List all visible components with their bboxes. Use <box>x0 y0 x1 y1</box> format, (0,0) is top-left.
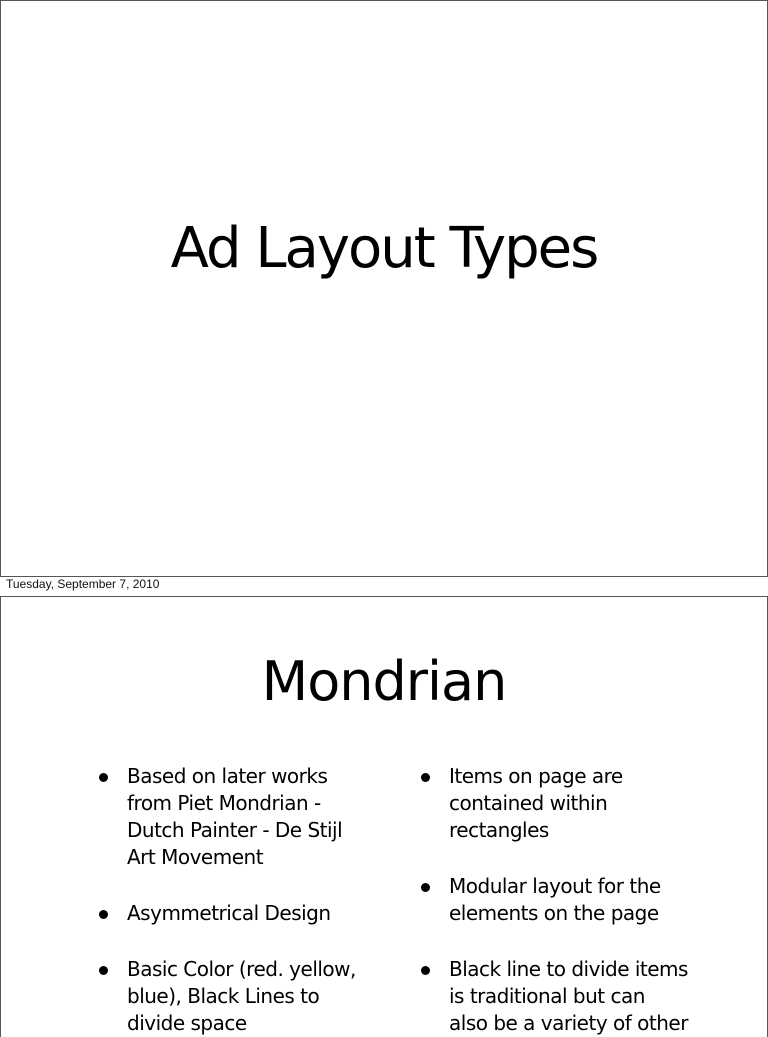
bullet-item <box>419 873 689 927</box>
bullet-item <box>97 956 357 1037</box>
slide-title: Ad Layout Types <box>170 216 598 281</box>
bullet-dot-icon <box>421 773 430 782</box>
bullet-dot-icon <box>99 773 108 782</box>
bullet-item <box>97 900 357 927</box>
bullet-dot-icon <box>421 966 430 975</box>
bullet-list-right <box>419 763 689 1037</box>
bullet-dot-icon <box>421 883 430 892</box>
bullet-text: Based on later works from Piet Mondrian - Dutch Painter - De Stijl Art Movement <box>127 764 343 869</box>
bullet-dot-icon <box>99 910 108 919</box>
bullet-item <box>419 763 689 844</box>
slide-mondrian <box>0 596 768 1037</box>
bullet-text: Modular layout for the elements on the page <box>449 874 661 925</box>
slide-date-label: Tuesday, September 7, 2010 <box>6 577 160 591</box>
bullet-item <box>97 763 357 871</box>
bullet-text: Black line to divide items is traditional but can also be a variety of other <box>449 957 688 1035</box>
bullet-dot-icon <box>99 966 108 975</box>
bullet-text: Items on page are contained within rectangles <box>449 764 623 842</box>
bullet-list-left <box>97 763 357 1037</box>
bullet-text: Basic Color (red. yellow, blue), Black Lines to divide space <box>127 957 356 1035</box>
slide-heading: Mondrian <box>261 650 507 713</box>
bullet-item <box>419 956 689 1037</box>
bullet-text: Asymmetrical Design <box>127 901 331 925</box>
